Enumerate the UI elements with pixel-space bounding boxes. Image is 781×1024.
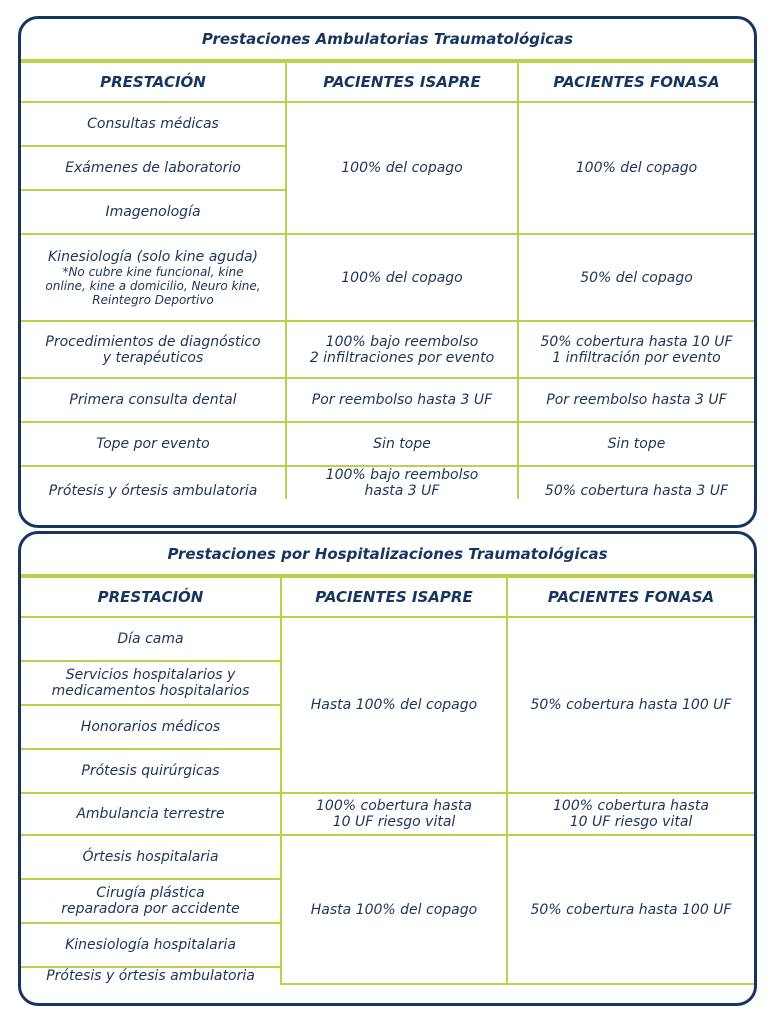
service-cell: Consultas médicas — [21, 102, 286, 146]
text-line: 50% cobertura hasta 10 UF — [540, 333, 733, 350]
service-cell — [21, 661, 281, 705]
header-row — [21, 577, 754, 617]
isapre-cell — [286, 466, 518, 499]
text-line: 100% bajo reembolso — [325, 467, 479, 483]
text-line: Servicios hospitalarios y — [65, 667, 236, 683]
header-fonasa: PACIENTES FONASA — [518, 62, 754, 102]
service-cell: Primera consulta dental — [21, 378, 286, 422]
hospital-table — [21, 576, 754, 985]
fonasa-cell — [507, 793, 754, 835]
isapre-cell: 100% del copago — [286, 102, 518, 234]
service-cell — [21, 879, 281, 923]
table-row — [21, 835, 754, 879]
service-cell: Prótesis quirúrgicas — [21, 749, 281, 793]
table-row — [21, 422, 754, 466]
isapre-cell: Hasta 100% del copago — [281, 835, 507, 984]
text-line: 100% cobertura hasta — [316, 798, 472, 814]
service-cell: Imagenología — [21, 190, 286, 234]
fonasa-cell: Por reembolso hasta 3 UF — [518, 378, 754, 422]
text-line: medicamentos hospitalarios — [51, 683, 250, 699]
service-cell — [21, 234, 286, 321]
ambulatory-table-panel — [18, 16, 757, 528]
text-line: 10 UF riesgo vital — [569, 814, 693, 830]
table-row — [21, 466, 754, 499]
text-line: 100% cobertura hasta — [553, 798, 709, 814]
service-cell: Prótesis y órtesis ambulatoria — [21, 967, 281, 984]
text-line: Cirugía plástica — [96, 885, 205, 901]
ambulatory-table — [21, 61, 754, 499]
header-prestacion: PRESTACIÓN — [21, 62, 286, 102]
header-row — [21, 62, 754, 102]
table-row — [21, 102, 754, 146]
service-cell: Prótesis y órtesis ambulatoria — [21, 466, 286, 499]
isapre-cell: Por reembolso hasta 3 UF — [286, 378, 518, 422]
kine-note: Reintegro Deportivo — [92, 292, 214, 307]
header-isapre: PACIENTES ISAPRE — [286, 62, 518, 102]
fonasa-cell: 50% cobertura hasta 100 UF — [507, 835, 754, 984]
hospital-table-panel — [18, 531, 757, 1006]
kine-label: Kinesiología (solo kine aguda) — [48, 248, 258, 265]
text-line: Procedimientos de diagnóstico — [45, 333, 261, 350]
service-cell: Día cama — [21, 617, 281, 661]
isapre-cell: 100% del copago — [286, 234, 518, 321]
service-cell: Kinesiología hospitalaria — [21, 923, 281, 967]
table-row — [21, 793, 754, 835]
kine-note: online, kine a domicilio, Neuro kine, — [45, 278, 261, 293]
isapre-cell — [281, 793, 507, 835]
fonasa-cell: 100% del copago — [518, 102, 754, 234]
hospital-title: Prestaciones por Hospitalizaciones Traumatológicas — [21, 534, 754, 576]
fonasa-cell: 50% cobertura hasta 100 UF — [507, 617, 754, 793]
service-cell: Honorarios médicos — [21, 705, 281, 749]
table-row — [21, 378, 754, 422]
text-line: y terapéuticos — [102, 349, 204, 366]
service-cell: Tope por evento — [21, 422, 286, 466]
fonasa-cell: Sin tope — [518, 422, 754, 466]
isapre-cell — [286, 321, 518, 378]
text-line: 10 UF riesgo vital — [332, 814, 456, 830]
kine-note: *No cubre kine funcional, kine — [62, 264, 244, 279]
table-row — [21, 617, 754, 661]
fonasa-cell: 50% cobertura hasta 3 UF — [518, 466, 754, 499]
text-line: 2 infiltraciones por evento — [309, 349, 495, 366]
isapre-cell: Sin tope — [286, 422, 518, 466]
service-cell — [21, 321, 286, 378]
text-line: 1 infiltración por evento — [552, 349, 721, 366]
text-line: 100% bajo reembolso — [325, 333, 479, 350]
service-cell: Órtesis hospitalaria — [21, 835, 281, 879]
isapre-cell: Hasta 100% del copago — [281, 617, 507, 793]
service-cell: Ambulancia terrestre — [21, 793, 281, 835]
header-prestacion: PRESTACIÓN — [21, 577, 281, 617]
table-row — [21, 321, 754, 378]
text-line: hasta 3 UF — [364, 483, 440, 499]
header-fonasa: PACIENTES FONASA — [507, 577, 754, 617]
text-line: reparadora por accidente — [61, 901, 240, 917]
fonasa-cell: 50% del copago — [518, 234, 754, 321]
service-cell: Exámenes de laboratorio — [21, 146, 286, 190]
table-row — [21, 234, 754, 321]
header-isapre: PACIENTES ISAPRE — [281, 577, 507, 617]
ambulatory-title: Prestaciones Ambulatorias Traumatológicas — [21, 19, 754, 61]
fonasa-cell — [518, 321, 754, 378]
